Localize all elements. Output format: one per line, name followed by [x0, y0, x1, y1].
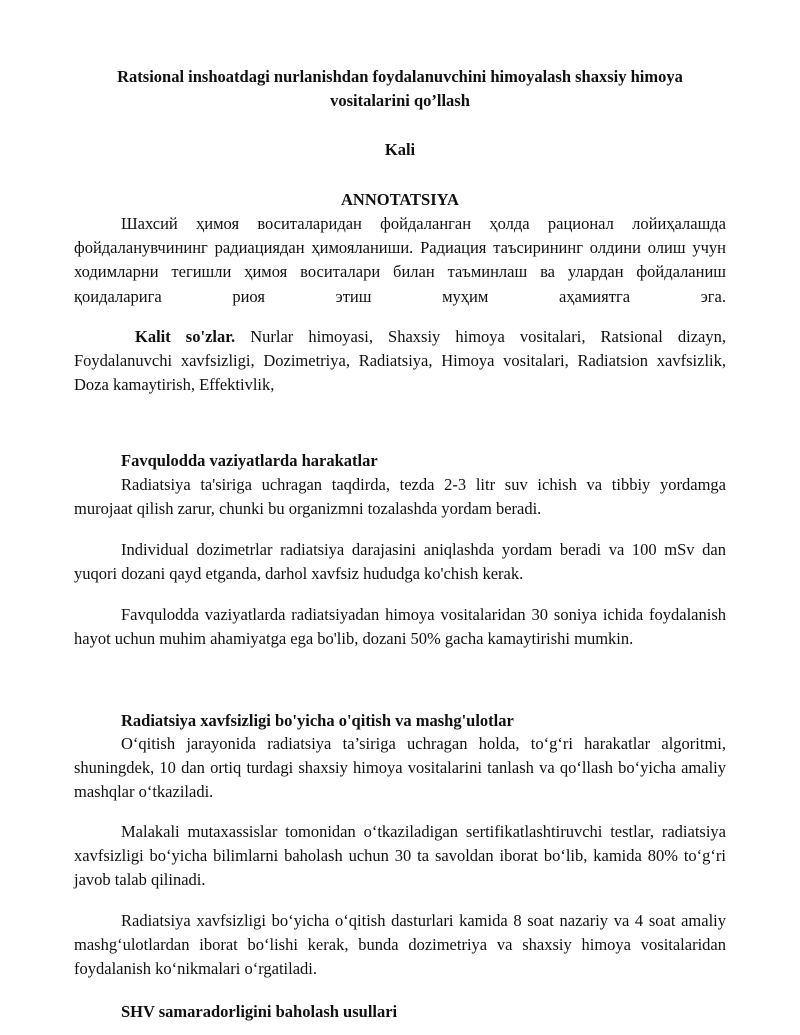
section-heading-evaluation: SHV samaradorligini baholash usullari	[121, 1002, 398, 1021]
keywords-text: Nurlar himoyasi, Shaxsiy himoya vositalari, Ratsional dizayn, Foydalanuvchi xavfsizligi, Dozimetriya, Radiatsiya, Himoya vositalari, Radiatsion xavfsizlik, Doza kamaytirish, Effektivlik,	[74, 327, 726, 395]
keywords-paragraph	[74, 325, 726, 398]
section-heading-emergency: Favqulodda vaziyatlarda harakatlar	[121, 451, 378, 470]
emergency-paragraph-3: Favqulodda vaziyatlarda radiatsiyadan himoya vositalaridan 30 soniya ichida foydalanish hayot uchun muhim ahamiyatga ega bo'lib, dozani 50% gacha kamaytirishi mumkin.	[74, 605, 726, 649]
author-name: Kali	[384, 140, 416, 159]
training-paragraph-1: O‘qitish jarayonida radiatsiya ta’siriga uchragan holda, to‘g‘ri harakatlar algoritmi, shuningdek, 10 dan ortiq turdagi shaxsiy himoya vositalarini tanlash va qo‘llash bo‘yicha amaliy mashqlar o‘tkaziladi.	[74, 734, 726, 802]
emergency-paragraph-1: Radiatsiya ta'siriga uchragan taqdirda, tezda 2-3 litr suv ichish va tibbiy yordamga murojaat qilish zarur, chunki bu organizmni tozalashda yordam beradi.	[74, 475, 726, 519]
training-paragraph-2: Malakali mutaxassislar tomonidan o‘tkaziladigan sertifikatlashtiruvchi testlar, radiatsiya xavfsizligi bo‘yicha bilimlarni baholash uchun 30 ta savoldan iborat bo‘lib, kamida 80% to‘g‘ri javob talab qilinadi.	[74, 822, 726, 890]
keywords-label: Kalit so'zlar.	[135, 327, 236, 346]
section-heading-training: Radiatsiya xavfsizligi bo'yicha o'qitish va mashg'ulotlar	[121, 711, 514, 730]
emergency-paragraph-2: Individual dozimetrlar radiatsiya darajasini aniqlashda yordam beradi va 100 mSv dan yuqori dozani qayd etganda, darhol xavfsiz hududga ko'chish kerak.	[74, 540, 726, 584]
training-paragraph-3: Radiatsiya xavfsizligi bo‘yicha o‘qitish dasturlari kamida 8 soat nazariy va 4 soat amaliy mashg‘ulotlardan iborat bo‘lishi kerak, bunda dozimetriya va shaxsiy himoya vositalaridan foydalanish ko‘nikmalari o‘rgatiladi.	[74, 911, 726, 979]
annotation-heading: ANNOTATSIYA	[341, 190, 459, 209]
annotation-paragraph: Шахсий ҳимоя воситаларидан фойдаланган ҳолда рационал лойиҳалашда фойдаланувчининг радиациядан ҳимояланиши. Радиация таъсирининг олдини олиш учун ходимларни тегишли ҳимоя воситалари билан таъминлаш ва улардан фойдаланиш қоидаларига риоя этиш муҳим аҳамиятга эга.	[74, 214, 726, 306]
document-title: Ratsional inshoatdagi nurlanishdan foydalanuvchini himoyalash shaxsiy himoya vositalarini qo’llash	[117, 67, 683, 110]
